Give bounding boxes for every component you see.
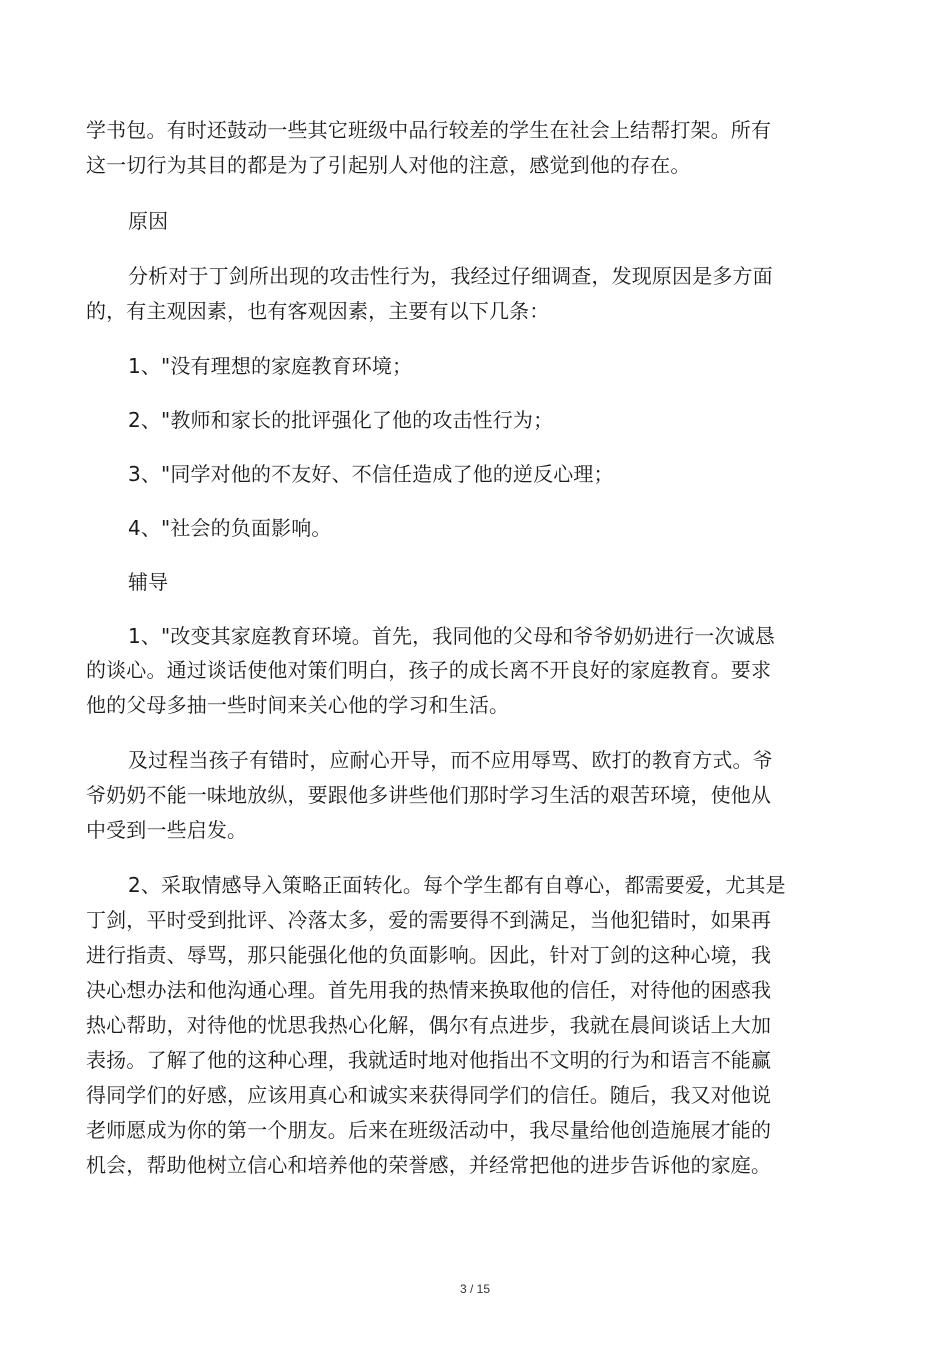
text-line: 热心帮助，对待他的忧思我热心化解，偶尔有点进步，我就在晨间谈话上大加 [86, 1013, 772, 1037]
text-line: 2、采取情感导入策略正面转化。每个学生都有自尊心，都需要爱，尤其是 [128, 873, 786, 897]
section-heading: 辅导 [128, 570, 169, 594]
text-line: 1、"改变其家庭教育环境。首先，我同他的父母和爷爷奶奶进行一次诚恳 [128, 624, 775, 648]
text-line: 中受到一些启发。 [86, 818, 248, 842]
list-item: 3、"同学对他的不友好、不信任造成了他的逆反心理； [128, 462, 614, 486]
text-line: 及过程当孩子有错时，应耐心开导，而不应用辱骂、欧打的教育方式。爷 [128, 748, 773, 772]
text-line: 分析对于丁剑所出现的攻击性行为，我经过仔细调查，发现原因是多方面 [128, 264, 773, 288]
text-line: 的谈心。通过谈话使他对策们明白，孩子的成长离不开良好的家庭教育。要求 [86, 658, 772, 682]
text-line: 学书包。有时还鼓动一些其它班级中品行较差的学生在社会上结帮打架。所有 [86, 118, 772, 142]
section-heading: 原因 [128, 209, 169, 233]
text-line: 爷奶奶不能一味地放纵，要跟他多讲些他们那时学习生活的艰苦环境，使他从 [86, 783, 772, 807]
list-item: 2、"教师和家长的批评强化了他的攻击性行为； [128, 408, 554, 432]
text-line: 得同学们的好感，应该用真心和诚实来获得同学们的信任。随后，我又对他说 [86, 1083, 772, 1107]
text-line: 机会，帮助他树立信心和培养他的荣誉感，并经常把他的进步告诉他的家庭。 [86, 1153, 772, 1177]
list-item: 1、"没有理想的家庭教育环境； [128, 354, 413, 378]
text-line: 丁剑，平时受到批评、冷落太多，爱的需要得不到满足，当他犯错时，如果再 [86, 908, 772, 932]
text-line: 他的父母多抽一些时间来关心他的学习和生活。 [86, 693, 510, 717]
text-line: 老师愿成为你的第一个朋友。后来在班级活动中，我尽量给他创造施展才能的 [86, 1118, 772, 1142]
text-line: 表扬。了解了他的这种心理，我就适时地对他指出不文明的行为和语言不能赢 [86, 1048, 772, 1072]
text-line: 的，有主观因素，也有客观因素，主要有以下几条： [86, 299, 550, 323]
text-line: 进行指责、辱骂，那只能强化他的负面影响。因此，针对丁剑的这种心境，我 [86, 943, 772, 967]
text-line: 决心想办法和他沟通心理。首先用我的热情来换取他的信任，对待他的困惑我 [86, 978, 772, 1002]
text-line: 这一切行为其目的都是为了引起别人对他的注意，感觉到他的存在。 [86, 153, 691, 177]
page-number: 3 / 15 [459, 1282, 491, 1296]
list-item: 4、"社会的负面影响。 [128, 516, 332, 540]
